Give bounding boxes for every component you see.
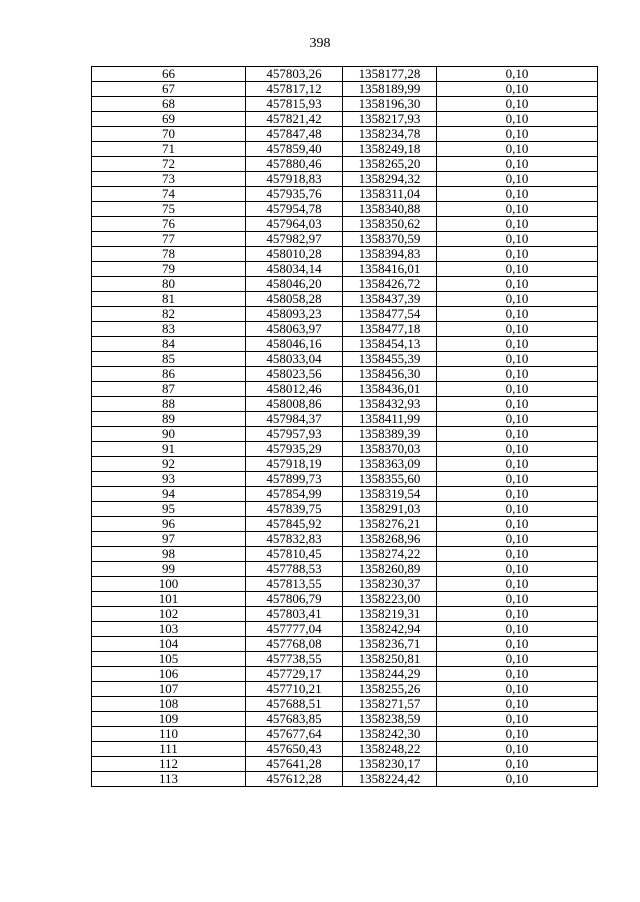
x-coordinate-cell: 457803,41 bbox=[246, 607, 343, 622]
y-coordinate-cell: 1358248,22 bbox=[343, 742, 437, 757]
table-row bbox=[92, 157, 598, 172]
y-coordinate-cell: 1358416,01 bbox=[343, 262, 437, 277]
y-coordinate-cell: 1358355,60 bbox=[343, 472, 437, 487]
point-number-cell: 84 bbox=[92, 337, 246, 352]
accuracy-cell: 0,10 bbox=[437, 652, 598, 667]
y-coordinate-cell: 1358238,59 bbox=[343, 712, 437, 727]
x-coordinate-cell: 457935,29 bbox=[246, 442, 343, 457]
accuracy-cell: 0,10 bbox=[437, 637, 598, 652]
point-number-cell: 96 bbox=[92, 517, 246, 532]
table-row bbox=[92, 472, 598, 487]
x-coordinate-cell: 457683,85 bbox=[246, 712, 343, 727]
x-coordinate-cell: 457854,99 bbox=[246, 487, 343, 502]
table-row bbox=[92, 487, 598, 502]
point-number-cell: 97 bbox=[92, 532, 246, 547]
table-row bbox=[92, 562, 598, 577]
accuracy-cell: 0,10 bbox=[437, 517, 598, 532]
x-coordinate-cell: 457821,42 bbox=[246, 112, 343, 127]
point-number-cell: 78 bbox=[92, 247, 246, 262]
accuracy-cell: 0,10 bbox=[437, 427, 598, 442]
point-number-cell: 72 bbox=[92, 157, 246, 172]
point-number-cell: 103 bbox=[92, 622, 246, 637]
accuracy-cell: 0,10 bbox=[437, 547, 598, 562]
y-coordinate-cell: 1358234,78 bbox=[343, 127, 437, 142]
y-coordinate-cell: 1358274,22 bbox=[343, 547, 437, 562]
point-number-cell: 102 bbox=[92, 607, 246, 622]
x-coordinate-cell: 457918,83 bbox=[246, 172, 343, 187]
x-coordinate-cell: 457880,46 bbox=[246, 157, 343, 172]
table-row bbox=[92, 547, 598, 562]
table-row bbox=[92, 277, 598, 292]
x-coordinate-cell: 457847,48 bbox=[246, 127, 343, 142]
table-row bbox=[92, 67, 598, 82]
accuracy-cell: 0,10 bbox=[437, 667, 598, 682]
point-number-cell: 75 bbox=[92, 202, 246, 217]
table-row bbox=[92, 247, 598, 262]
point-number-cell: 104 bbox=[92, 637, 246, 652]
y-coordinate-cell: 1358271,57 bbox=[343, 697, 437, 712]
x-coordinate-cell: 457918,19 bbox=[246, 457, 343, 472]
y-coordinate-cell: 1358394,83 bbox=[343, 247, 437, 262]
y-coordinate-cell: 1358432,93 bbox=[343, 397, 437, 412]
point-number-cell: 69 bbox=[92, 112, 246, 127]
accuracy-cell: 0,10 bbox=[437, 382, 598, 397]
accuracy-cell: 0,10 bbox=[437, 592, 598, 607]
accuracy-cell: 0,10 bbox=[437, 502, 598, 517]
y-coordinate-cell: 1358426,72 bbox=[343, 277, 437, 292]
y-coordinate-cell: 1358389,39 bbox=[343, 427, 437, 442]
point-number-cell: 70 bbox=[92, 127, 246, 142]
table-row bbox=[92, 322, 598, 337]
x-coordinate-cell: 457957,93 bbox=[246, 427, 343, 442]
x-coordinate-cell: 457738,55 bbox=[246, 652, 343, 667]
x-coordinate-cell: 458063,97 bbox=[246, 322, 343, 337]
y-coordinate-cell: 1358319,54 bbox=[343, 487, 437, 502]
point-number-cell: 89 bbox=[92, 412, 246, 427]
point-number-cell: 105 bbox=[92, 652, 246, 667]
table-row bbox=[92, 142, 598, 157]
table-row bbox=[92, 337, 598, 352]
table-row bbox=[92, 622, 598, 637]
x-coordinate-cell: 457832,83 bbox=[246, 532, 343, 547]
accuracy-cell: 0,10 bbox=[437, 412, 598, 427]
accuracy-cell: 0,10 bbox=[437, 577, 598, 592]
table-row bbox=[92, 262, 598, 277]
y-coordinate-cell: 1358363,09 bbox=[343, 457, 437, 472]
x-coordinate-cell: 457817,12 bbox=[246, 82, 343, 97]
y-coordinate-cell: 1358230,37 bbox=[343, 577, 437, 592]
y-coordinate-cell: 1358217,93 bbox=[343, 112, 437, 127]
accuracy-cell: 0,10 bbox=[437, 217, 598, 232]
table-row bbox=[92, 667, 598, 682]
accuracy-cell: 0,10 bbox=[437, 112, 598, 127]
table-row bbox=[92, 382, 598, 397]
table-row bbox=[92, 112, 598, 127]
point-number-cell: 112 bbox=[92, 757, 246, 772]
point-number-cell: 73 bbox=[92, 172, 246, 187]
accuracy-cell: 0,10 bbox=[437, 67, 598, 82]
table-row bbox=[92, 217, 598, 232]
accuracy-cell: 0,10 bbox=[437, 472, 598, 487]
point-number-cell: 79 bbox=[92, 262, 246, 277]
x-coordinate-cell: 457815,93 bbox=[246, 97, 343, 112]
y-coordinate-cell: 1358477,18 bbox=[343, 322, 437, 337]
coordinates-table-body bbox=[92, 67, 598, 787]
accuracy-cell: 0,10 bbox=[437, 727, 598, 742]
accuracy-cell: 0,10 bbox=[437, 607, 598, 622]
table-row bbox=[92, 682, 598, 697]
point-number-cell: 87 bbox=[92, 382, 246, 397]
x-coordinate-cell: 458010,28 bbox=[246, 247, 343, 262]
point-number-cell: 93 bbox=[92, 472, 246, 487]
y-coordinate-cell: 1358230,17 bbox=[343, 757, 437, 772]
table-row bbox=[92, 652, 598, 667]
table-row bbox=[92, 442, 598, 457]
x-coordinate-cell: 458033,04 bbox=[246, 352, 343, 367]
table-row bbox=[92, 412, 598, 427]
y-coordinate-cell: 1358294,32 bbox=[343, 172, 437, 187]
table-row bbox=[92, 457, 598, 472]
x-coordinate-cell: 457806,79 bbox=[246, 592, 343, 607]
y-coordinate-cell: 1358411,99 bbox=[343, 412, 437, 427]
y-coordinate-cell: 1358291,03 bbox=[343, 502, 437, 517]
point-number-cell: 81 bbox=[92, 292, 246, 307]
table-row bbox=[92, 292, 598, 307]
accuracy-cell: 0,10 bbox=[437, 322, 598, 337]
x-coordinate-cell: 458046,20 bbox=[246, 277, 343, 292]
x-coordinate-cell: 457813,55 bbox=[246, 577, 343, 592]
point-number-cell: 74 bbox=[92, 187, 246, 202]
y-coordinate-cell: 1358268,96 bbox=[343, 532, 437, 547]
table-row bbox=[92, 97, 598, 112]
table-row bbox=[92, 232, 598, 247]
point-number-cell: 107 bbox=[92, 682, 246, 697]
x-coordinate-cell: 457710,21 bbox=[246, 682, 343, 697]
x-coordinate-cell: 457688,51 bbox=[246, 697, 343, 712]
table-row bbox=[92, 742, 598, 757]
x-coordinate-cell: 457935,76 bbox=[246, 187, 343, 202]
point-number-cell: 98 bbox=[92, 547, 246, 562]
x-coordinate-cell: 458034,14 bbox=[246, 262, 343, 277]
y-coordinate-cell: 1358177,28 bbox=[343, 67, 437, 82]
x-coordinate-cell: 458093,23 bbox=[246, 307, 343, 322]
x-coordinate-cell: 457729,17 bbox=[246, 667, 343, 682]
table-row bbox=[92, 592, 598, 607]
point-number-cell: 108 bbox=[92, 697, 246, 712]
accuracy-cell: 0,10 bbox=[437, 127, 598, 142]
x-coordinate-cell: 458008,86 bbox=[246, 397, 343, 412]
y-coordinate-cell: 1358260,89 bbox=[343, 562, 437, 577]
point-number-cell: 67 bbox=[92, 82, 246, 97]
accuracy-cell: 0,10 bbox=[437, 457, 598, 472]
table-row bbox=[92, 367, 598, 382]
accuracy-cell: 0,10 bbox=[437, 172, 598, 187]
x-coordinate-cell: 457982,97 bbox=[246, 232, 343, 247]
point-number-cell: 76 bbox=[92, 217, 246, 232]
y-coordinate-cell: 1358224,42 bbox=[343, 772, 437, 787]
table-row bbox=[92, 607, 598, 622]
table-row bbox=[92, 397, 598, 412]
point-number-cell: 86 bbox=[92, 367, 246, 382]
point-number-cell: 71 bbox=[92, 142, 246, 157]
point-number-cell: 113 bbox=[92, 772, 246, 787]
accuracy-cell: 0,10 bbox=[437, 487, 598, 502]
accuracy-cell: 0,10 bbox=[437, 97, 598, 112]
x-coordinate-cell: 458012,46 bbox=[246, 382, 343, 397]
accuracy-cell: 0,10 bbox=[437, 337, 598, 352]
accuracy-cell: 0,10 bbox=[437, 277, 598, 292]
point-number-cell: 66 bbox=[92, 67, 246, 82]
x-coordinate-cell: 457788,53 bbox=[246, 562, 343, 577]
accuracy-cell: 0,10 bbox=[437, 622, 598, 637]
accuracy-cell: 0,10 bbox=[437, 187, 598, 202]
x-coordinate-cell: 457964,03 bbox=[246, 217, 343, 232]
table-row bbox=[92, 712, 598, 727]
point-number-cell: 106 bbox=[92, 667, 246, 682]
x-coordinate-cell: 457677,64 bbox=[246, 727, 343, 742]
y-coordinate-cell: 1358350,62 bbox=[343, 217, 437, 232]
accuracy-cell: 0,10 bbox=[437, 307, 598, 322]
accuracy-cell: 0,10 bbox=[437, 757, 598, 772]
point-number-cell: 91 bbox=[92, 442, 246, 457]
x-coordinate-cell: 457768,08 bbox=[246, 637, 343, 652]
y-coordinate-cell: 1358437,39 bbox=[343, 292, 437, 307]
y-coordinate-cell: 1358219,31 bbox=[343, 607, 437, 622]
x-coordinate-cell: 457650,43 bbox=[246, 742, 343, 757]
table-row bbox=[92, 187, 598, 202]
point-number-cell: 111 bbox=[92, 742, 246, 757]
accuracy-cell: 0,10 bbox=[437, 532, 598, 547]
table-row bbox=[92, 202, 598, 217]
y-coordinate-cell: 1358456,30 bbox=[343, 367, 437, 382]
accuracy-cell: 0,10 bbox=[437, 232, 598, 247]
y-coordinate-cell: 1358436,01 bbox=[343, 382, 437, 397]
table-row bbox=[92, 307, 598, 322]
y-coordinate-cell: 1358236,71 bbox=[343, 637, 437, 652]
x-coordinate-cell: 457839,75 bbox=[246, 502, 343, 517]
point-number-cell: 109 bbox=[92, 712, 246, 727]
table-row bbox=[92, 352, 598, 367]
accuracy-cell: 0,10 bbox=[437, 262, 598, 277]
point-number-cell: 110 bbox=[92, 727, 246, 742]
x-coordinate-cell: 457612,28 bbox=[246, 772, 343, 787]
table-row bbox=[92, 172, 598, 187]
y-coordinate-cell: 1358265,20 bbox=[343, 157, 437, 172]
y-coordinate-cell: 1358370,03 bbox=[343, 442, 437, 457]
table-row bbox=[92, 637, 598, 652]
table-row bbox=[92, 772, 598, 787]
point-number-cell: 80 bbox=[92, 277, 246, 292]
x-coordinate-cell: 457641,28 bbox=[246, 757, 343, 772]
y-coordinate-cell: 1358189,99 bbox=[343, 82, 437, 97]
point-number-cell: 83 bbox=[92, 322, 246, 337]
y-coordinate-cell: 1358455,39 bbox=[343, 352, 437, 367]
table-row bbox=[92, 502, 598, 517]
accuracy-cell: 0,10 bbox=[437, 697, 598, 712]
x-coordinate-cell: 458058,28 bbox=[246, 292, 343, 307]
accuracy-cell: 0,10 bbox=[437, 562, 598, 577]
accuracy-cell: 0,10 bbox=[437, 202, 598, 217]
point-number-cell: 99 bbox=[92, 562, 246, 577]
y-coordinate-cell: 1358242,30 bbox=[343, 727, 437, 742]
table-row bbox=[92, 517, 598, 532]
accuracy-cell: 0,10 bbox=[437, 142, 598, 157]
point-number-cell: 90 bbox=[92, 427, 246, 442]
accuracy-cell: 0,10 bbox=[437, 367, 598, 382]
table-row bbox=[92, 757, 598, 772]
x-coordinate-cell: 457984,37 bbox=[246, 412, 343, 427]
point-number-cell: 82 bbox=[92, 307, 246, 322]
point-number-cell: 95 bbox=[92, 502, 246, 517]
point-number-cell: 92 bbox=[92, 457, 246, 472]
accuracy-cell: 0,10 bbox=[437, 352, 598, 367]
point-number-cell: 101 bbox=[92, 592, 246, 607]
accuracy-cell: 0,10 bbox=[437, 247, 598, 262]
accuracy-cell: 0,10 bbox=[437, 742, 598, 757]
x-coordinate-cell: 457899,73 bbox=[246, 472, 343, 487]
x-coordinate-cell: 457859,40 bbox=[246, 142, 343, 157]
x-coordinate-cell: 458046,16 bbox=[246, 337, 343, 352]
table-row bbox=[92, 727, 598, 742]
x-coordinate-cell: 457845,92 bbox=[246, 517, 343, 532]
coordinates-table bbox=[91, 66, 598, 787]
y-coordinate-cell: 1358250,81 bbox=[343, 652, 437, 667]
accuracy-cell: 0,10 bbox=[437, 397, 598, 412]
accuracy-cell: 0,10 bbox=[437, 82, 598, 97]
accuracy-cell: 0,10 bbox=[437, 712, 598, 727]
page-number: 398 bbox=[309, 36, 331, 51]
table-row bbox=[92, 697, 598, 712]
y-coordinate-cell: 1358244,29 bbox=[343, 667, 437, 682]
accuracy-cell: 0,10 bbox=[437, 292, 598, 307]
point-number-cell: 94 bbox=[92, 487, 246, 502]
y-coordinate-cell: 1358454,13 bbox=[343, 337, 437, 352]
x-coordinate-cell: 457954,78 bbox=[246, 202, 343, 217]
y-coordinate-cell: 1358223,00 bbox=[343, 592, 437, 607]
x-coordinate-cell: 457810,45 bbox=[246, 547, 343, 562]
x-coordinate-cell: 457777,04 bbox=[246, 622, 343, 637]
point-number-cell: 88 bbox=[92, 397, 246, 412]
table-row bbox=[92, 427, 598, 442]
y-coordinate-cell: 1358370,59 bbox=[343, 232, 437, 247]
point-number-cell: 100 bbox=[92, 577, 246, 592]
y-coordinate-cell: 1358311,04 bbox=[343, 187, 437, 202]
point-number-cell: 68 bbox=[92, 97, 246, 112]
x-coordinate-cell: 458023,56 bbox=[246, 367, 343, 382]
accuracy-cell: 0,10 bbox=[437, 442, 598, 457]
accuracy-cell: 0,10 bbox=[437, 772, 598, 787]
y-coordinate-cell: 1358249,18 bbox=[343, 142, 437, 157]
y-coordinate-cell: 1358242,94 bbox=[343, 622, 437, 637]
table-row bbox=[92, 532, 598, 547]
y-coordinate-cell: 1358477,54 bbox=[343, 307, 437, 322]
table-row bbox=[92, 127, 598, 142]
y-coordinate-cell: 1358340,88 bbox=[343, 202, 437, 217]
table-row bbox=[92, 82, 598, 97]
y-coordinate-cell: 1358255,26 bbox=[343, 682, 437, 697]
table-row bbox=[92, 577, 598, 592]
x-coordinate-cell: 457803,26 bbox=[246, 67, 343, 82]
y-coordinate-cell: 1358276,21 bbox=[343, 517, 437, 532]
accuracy-cell: 0,10 bbox=[437, 682, 598, 697]
accuracy-cell: 0,10 bbox=[437, 157, 598, 172]
point-number-cell: 85 bbox=[92, 352, 246, 367]
point-number-cell: 77 bbox=[92, 232, 246, 247]
y-coordinate-cell: 1358196,30 bbox=[343, 97, 437, 112]
